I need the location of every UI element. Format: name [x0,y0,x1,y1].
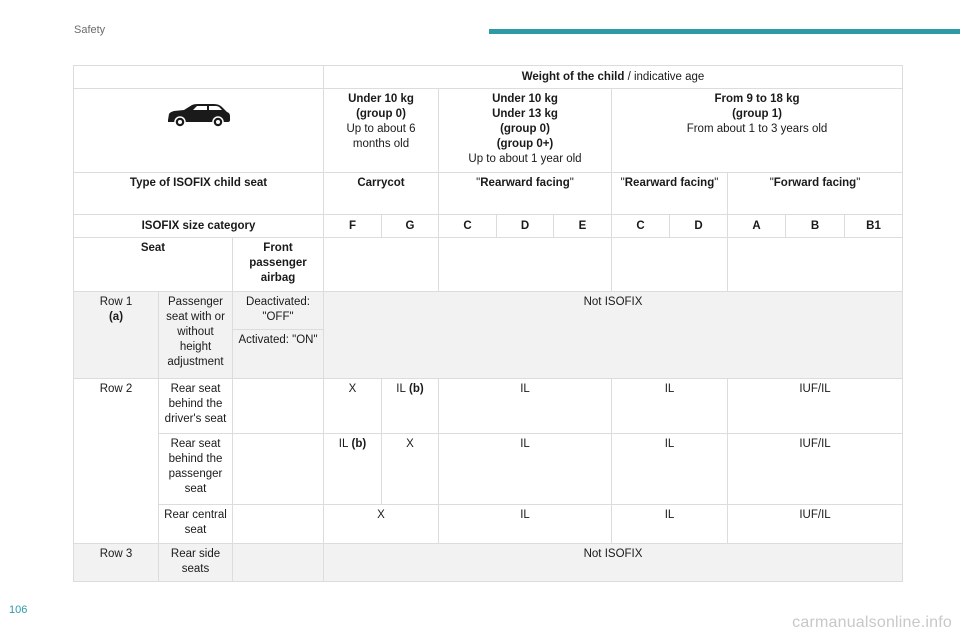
row1-seat: Passenger seat with or without height adjustment [159,292,233,379]
group-1-weight: From 9 to 18 kg [714,93,800,105]
row2-driver-g-value: IL [396,383,406,395]
rearward-facing-cell-2: "Rearward facing" [612,173,728,215]
row2-driver-c-d: IL [612,379,728,434]
row1-label-cell [74,292,159,379]
row2-passenger-airbag-empty [233,434,324,505]
carrycot-cell: Carrycot [324,173,439,215]
group-0plus-name1: (group 0) [500,123,550,135]
empty-header-cell-1 [324,238,439,292]
row1-label: Row 1 [99,296,133,308]
page-number: 106 [9,604,28,616]
empty-header-cell-3 [612,238,728,292]
group-0-age-line1: Up to about 6 [346,123,416,135]
row2-passenger-c-d: IL [612,434,728,505]
rearward-facing-label-1: Rearward facing [480,177,570,189]
row2-central-airbag-empty [233,505,324,544]
size-d-2: D [670,215,728,238]
size-g: G [382,215,439,238]
rearward-facing-cell-1: "Rearward facing" [439,173,612,215]
group-1-age: From about 1 to 3 years old [686,123,828,135]
size-b: B [786,215,845,238]
empty-header-cell-2 [439,238,612,292]
airbag-activated: Activated: "ON" [233,330,324,379]
group-0-name: (group 0) [356,108,406,120]
row2-passenger-f [324,434,382,505]
row2-passenger-c-e: IL [439,434,612,505]
group-0plus-weight1: Under 10 kg [492,93,558,105]
row1-note: (a) [108,311,124,323]
row2-driver-c-e: IL [439,379,612,434]
weight-label-bold: Weight of the child [521,70,625,83]
row3-airbag-empty [233,544,324,582]
watermark: carmanualsonline.info [792,614,952,631]
empty-header-cell-4 [728,238,903,292]
size-b1: B1 [845,215,903,238]
group-0-cell [324,89,439,173]
forward-facing-label: Forward facing [773,177,857,189]
row2-passenger-f-note: (b) [348,438,367,450]
row2-central-c-e: IL [439,505,612,544]
weight-header-cell [324,66,903,89]
row2-seat-driver: Rear seat behind the driver's seat [159,379,233,434]
size-e: E [554,215,612,238]
group-1-cell [612,89,903,173]
airbag-deactivated: Deactivated: "OFF" [233,292,324,330]
seat-header: Seat [74,238,233,292]
group-0-age-line2: months old [352,138,410,150]
size-a: A [728,215,786,238]
group-0plus-age: Up to about 1 year old [468,153,582,165]
row2-seat-central: Rear central seat [159,505,233,544]
row2-passenger-f-value: IL [338,438,349,450]
size-c-2: C [612,215,670,238]
suv-car-icon [166,102,232,128]
row2-central-c-d: IL [612,505,728,544]
section-label: Safety [74,24,106,36]
row2-driver-a-b1: IUF/IL [728,379,903,434]
row2-label: Row 2 [74,379,159,544]
vehicle-icon-cell [74,89,324,173]
row1-value: Not ISOFIX [324,292,903,379]
row3-seat: Rear side seats [159,544,233,582]
size-c: C [439,215,497,238]
row2-driver-g-note: (b) [405,383,424,395]
size-d: D [497,215,554,238]
rearward-facing-label-2: Rearward facing [624,177,715,189]
row2-passenger-g: X [382,434,439,505]
weight-label-normal: / indicative age [624,70,705,83]
size-f: F [324,215,382,238]
row3-label: Row 3 [74,544,159,582]
row3-value: Not ISOFIX [324,544,903,582]
seat-type-label: Type of ISOFIX child seat [74,173,324,215]
isofix-table [73,65,903,582]
row2-driver-airbag-empty [233,379,324,434]
row2-central-f-g: X [324,505,439,544]
row2-passenger-a-b1: IUF/IL [728,434,903,505]
group-0plus-name2: (group 0+) [496,138,554,150]
size-category-label: ISOFIX size category [74,215,324,238]
row2-driver-g [382,379,439,434]
top-left-empty-cell [74,66,324,89]
group-0plus-weight2: Under 13 kg [492,108,558,120]
row2-central-a-b1: IUF/IL [728,505,903,544]
header-accent-bar [489,29,960,34]
group-1-name: (group 1) [732,108,782,120]
row2-driver-f: X [324,379,382,434]
row2-seat-passenger: Rear seat behind the passenger seat [159,434,233,505]
forward-facing-cell: "Forward facing" [728,173,903,215]
group-0-weight: Under 10 kg [348,93,414,105]
group-0plus-cell [439,89,612,173]
airbag-header: Front passenger airbag [233,238,324,292]
